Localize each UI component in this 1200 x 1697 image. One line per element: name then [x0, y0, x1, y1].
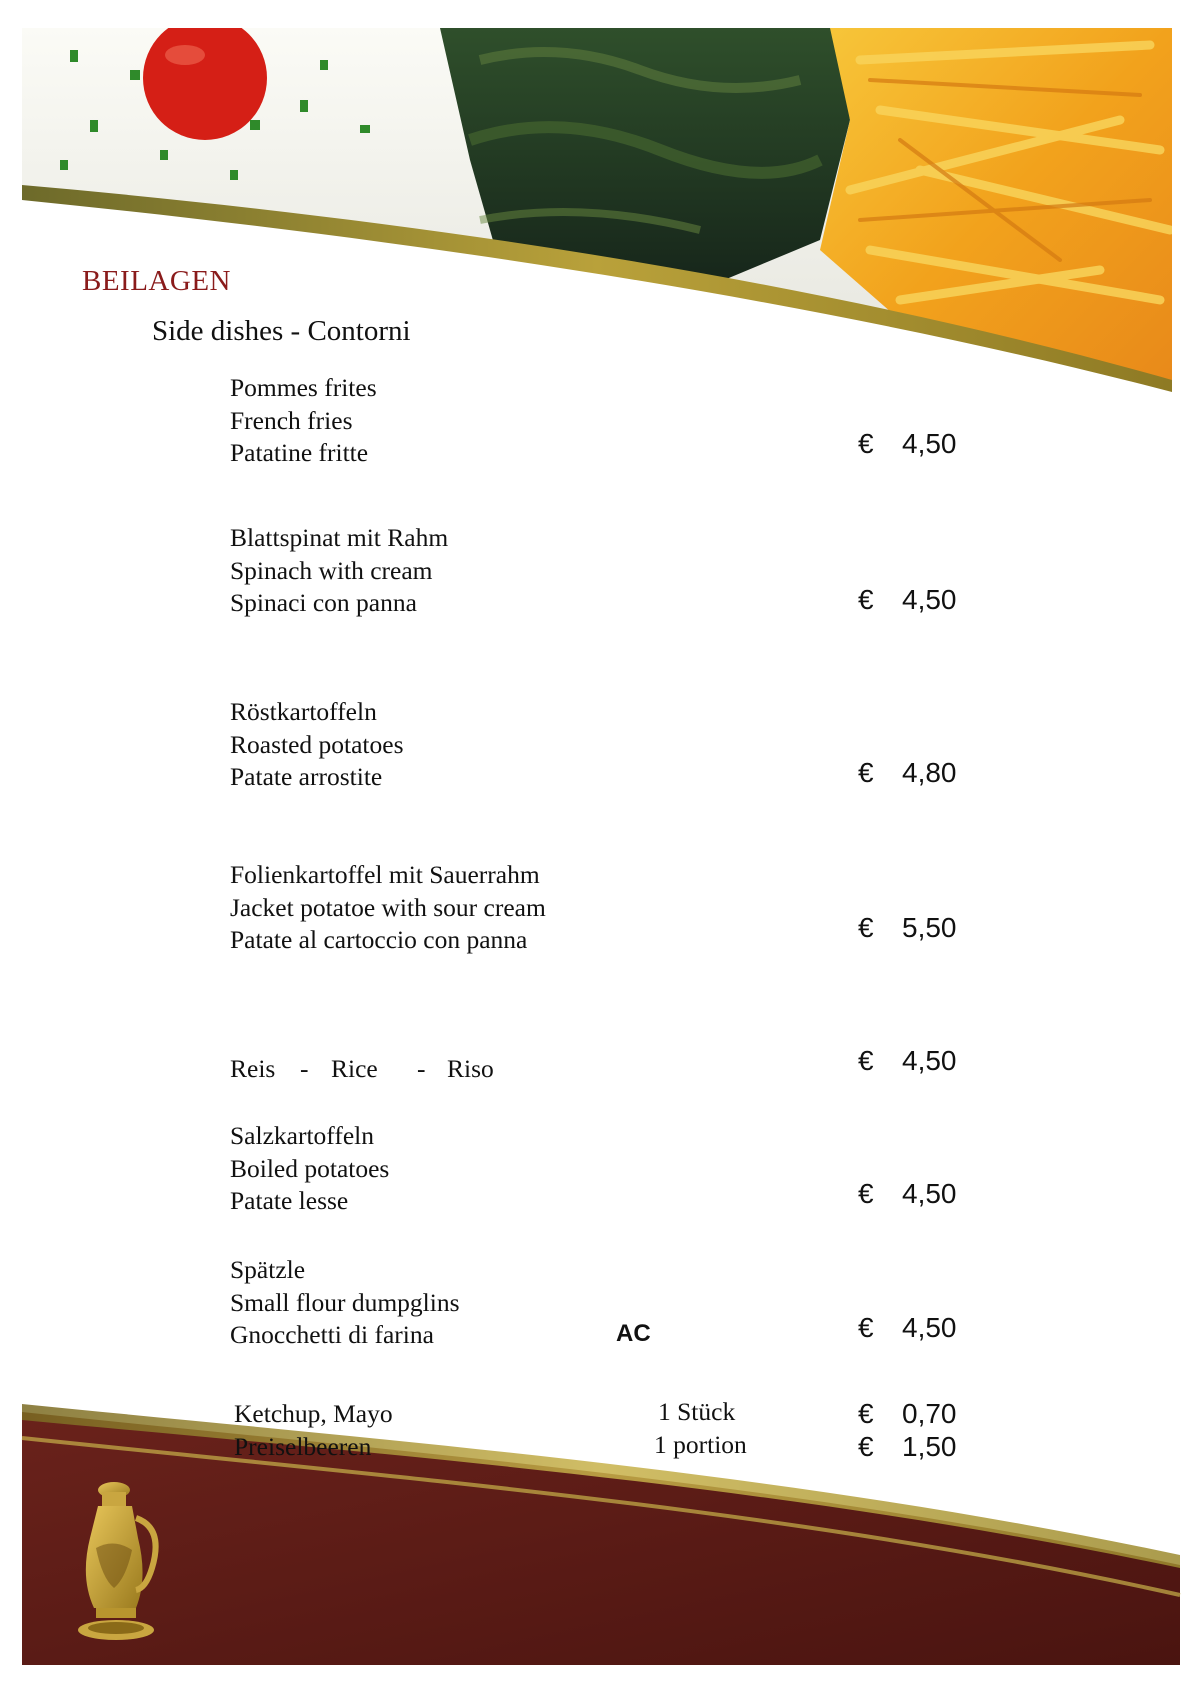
- price-value: 4,50: [902, 1178, 957, 1209]
- currency-symbol: €: [858, 428, 874, 459]
- section-title: BEILAGEN: [82, 265, 231, 297]
- price-value: 4,50: [902, 1312, 957, 1343]
- item-name-de: Pommes frites: [230, 373, 377, 402]
- currency-symbol: €: [858, 1312, 874, 1343]
- item-name-it: Patate al cartoccio con panna: [230, 925, 528, 954]
- item-name-en: Boiled potatoes: [230, 1153, 390, 1183]
- jug-icon: [66, 1478, 166, 1648]
- item-name-de: Folienkartoffel mit Sauerrahm: [230, 860, 540, 889]
- menu-item: [230, 372, 377, 470]
- item-name-de: Spätzle: [230, 1255, 306, 1284]
- extra-name: Preiselbeeren: [234, 1431, 372, 1461]
- item-name-de: Blattspinat mit Rahm: [230, 523, 449, 552]
- menu-item: [230, 1120, 389, 1218]
- item-price: [858, 1178, 957, 1210]
- price-value: 5,50: [902, 912, 957, 943]
- item-price: [858, 584, 957, 616]
- price-value: 4,50: [902, 428, 957, 459]
- currency-symbol: €: [858, 1045, 874, 1076]
- currency-symbol: €: [858, 1398, 874, 1429]
- item-name-it: Spinaci con panna: [230, 588, 417, 617]
- item-name-en: Rice: [331, 1054, 378, 1083]
- extra-price: [858, 1431, 957, 1463]
- currency-symbol: €: [858, 757, 874, 788]
- price-value: 4,50: [902, 1045, 957, 1076]
- footer-band: [0, 1390, 1200, 1697]
- separator: -: [300, 1054, 309, 1083]
- item-name-it: Patate arrostite: [230, 762, 383, 791]
- menu-item: [230, 1053, 494, 1086]
- menu-item: [230, 859, 546, 957]
- price-value: 4,50: [902, 584, 957, 615]
- item-name-en: Roasted potatoes: [230, 729, 404, 759]
- item-name-en: Spinach with cream: [230, 555, 433, 585]
- price-value: 1,50: [902, 1431, 957, 1462]
- item-price: [858, 1045, 957, 1077]
- item-price: [858, 757, 957, 789]
- item-name-en: Jacket potatoe with sour cream: [230, 892, 546, 922]
- extra-quantity: 1 Stück: [658, 1397, 736, 1426]
- item-name-it: Patate lesse: [230, 1186, 349, 1215]
- menu-item: [230, 522, 448, 620]
- extra-name: Ketchup, Mayo: [234, 1399, 393, 1428]
- item-name-it: Patatine fritte: [230, 438, 369, 467]
- item-name-de: Reis: [230, 1054, 276, 1083]
- item-name-en: French fries: [230, 405, 353, 435]
- item-name-de: Röstkartoffeln: [230, 697, 377, 726]
- item-name-de: Salzkartoffeln: [230, 1121, 374, 1150]
- section-subtitle: Side dishes - Contorni: [152, 315, 411, 347]
- item-name-en: Small flour dumpglins: [230, 1287, 460, 1317]
- separator: -: [417, 1054, 426, 1083]
- currency-symbol: €: [858, 1431, 874, 1462]
- item-price: [858, 1312, 957, 1344]
- item-name-it: Gnocchetti di farina: [230, 1320, 434, 1349]
- menu-item: [230, 696, 404, 794]
- currency-symbol: €: [858, 912, 874, 943]
- menu-item: [230, 1254, 460, 1352]
- extra-price: [858, 1398, 957, 1430]
- item-price: [858, 912, 957, 944]
- price-value: 0,70: [902, 1398, 957, 1429]
- allergen-code: AC: [616, 1320, 651, 1347]
- item-name-it: Riso: [447, 1054, 494, 1083]
- extra-quantity: 1 portion: [654, 1430, 747, 1459]
- currency-symbol: €: [858, 1178, 874, 1209]
- item-price: [858, 428, 957, 460]
- currency-symbol: €: [858, 584, 874, 615]
- extras-list: [234, 1398, 393, 1463]
- price-value: 4,80: [902, 757, 957, 788]
